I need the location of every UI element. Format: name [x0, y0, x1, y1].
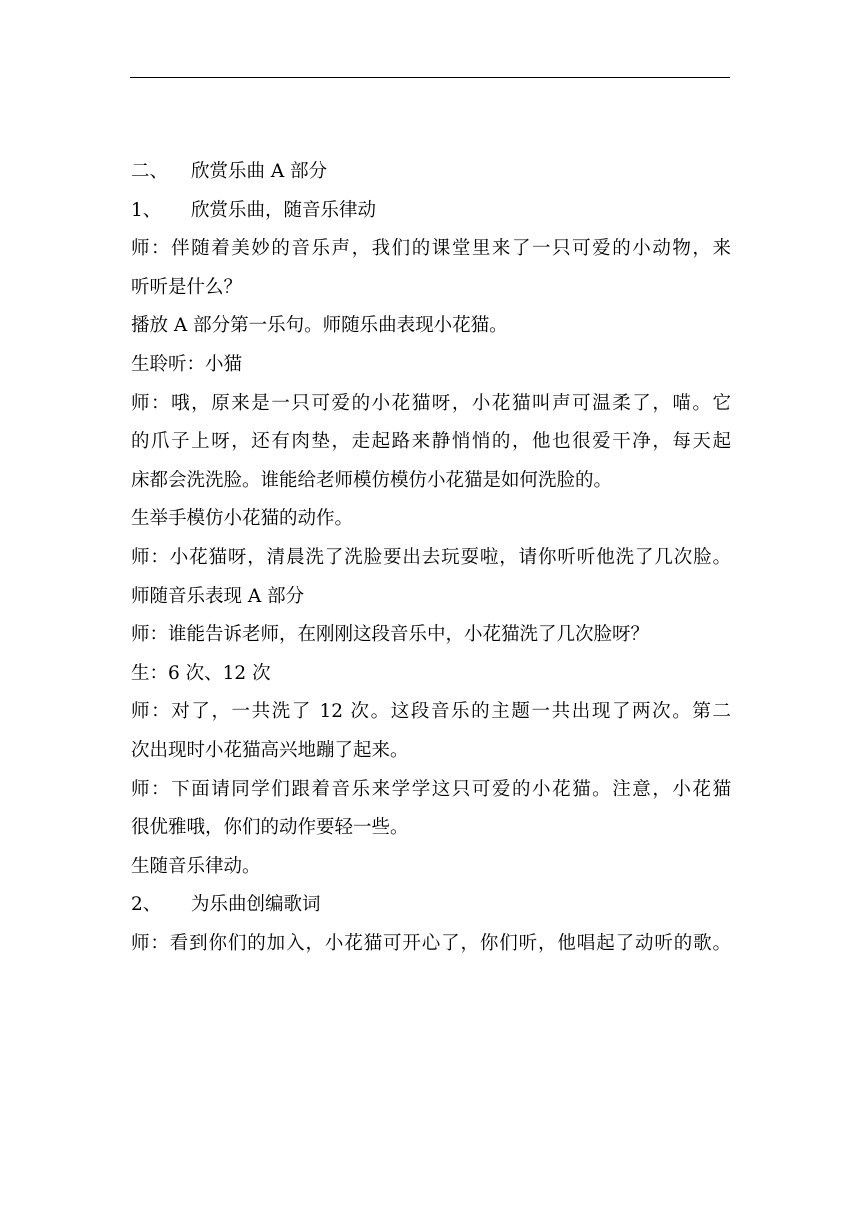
text-line: 生举手模仿小花猫的动作。 [131, 508, 354, 530]
subsection-title: 欣赏乐曲，随音乐律动 [191, 199, 377, 221]
text-line: 播放 A 部分第一乐句。师随乐曲表现小花猫。 [131, 315, 508, 337]
subsection-heading [131, 192, 731, 231]
text-line: 的爪子上呀，还有肉垫，走起路来静悄悄的，他也很爱干净，每天起 [131, 431, 731, 453]
text-line: 师：伴随着美妙的音乐声，我们的课堂里来了一只可爱的小动物，来 [131, 238, 731, 260]
section-heading [131, 153, 731, 192]
text-line: 很优雅哦，你们的动作要轻一些。 [131, 817, 409, 839]
text-line: 师：哦，原来是一只可爱的小花猫呀，小花猫叫声可温柔了，喵。它 [131, 392, 731, 414]
text-line: 师：谁能告诉老师，在刚刚这段音乐中，小花猫洗了几次脸呀？ [131, 624, 650, 646]
text-line: 次出现时小花猫高兴地蹦了起来。 [131, 739, 409, 761]
text-line: 床都会洗洗脸。谁能给老师模仿模仿小花猫是如何洗脸的。 [131, 469, 613, 491]
text-line: 师：下面请同学们跟着音乐来学学这只可爱的小花猫。注意，小花猫 [131, 778, 731, 800]
document-body [131, 153, 731, 963]
text-line: 师随音乐表现 A 部分 [131, 585, 305, 607]
text-line: 师：看到你们的加入，小花猫可开心了，你们听，他唱起了动听的歌。 [131, 932, 731, 954]
text-line: 师：对了，一共洗了 12 次。这段音乐的主题一共出现了两次。第二 [131, 701, 731, 723]
subsection-number: 2、 [131, 894, 162, 916]
section-title: 欣赏乐曲 A 部分 [191, 161, 328, 182]
section-number: 二、 [131, 161, 169, 182]
text-line: 生聆听：小猫 [131, 353, 243, 375]
text-line: 生随音乐律动。 [131, 855, 261, 877]
text-line: 生：6 次、12 次 [131, 662, 271, 684]
text-line: 师：小花猫呀，清晨洗了洗脸要出去玩耍啦，请你听听他洗了几次脸。 [131, 546, 731, 568]
header-rule [130, 77, 730, 78]
subsection-title: 为乐曲创编歌词 [191, 894, 321, 916]
subsection-number: 1、 [131, 199, 162, 221]
subsection-heading [131, 886, 731, 925]
text-line: 听听是什么？ [131, 276, 243, 298]
